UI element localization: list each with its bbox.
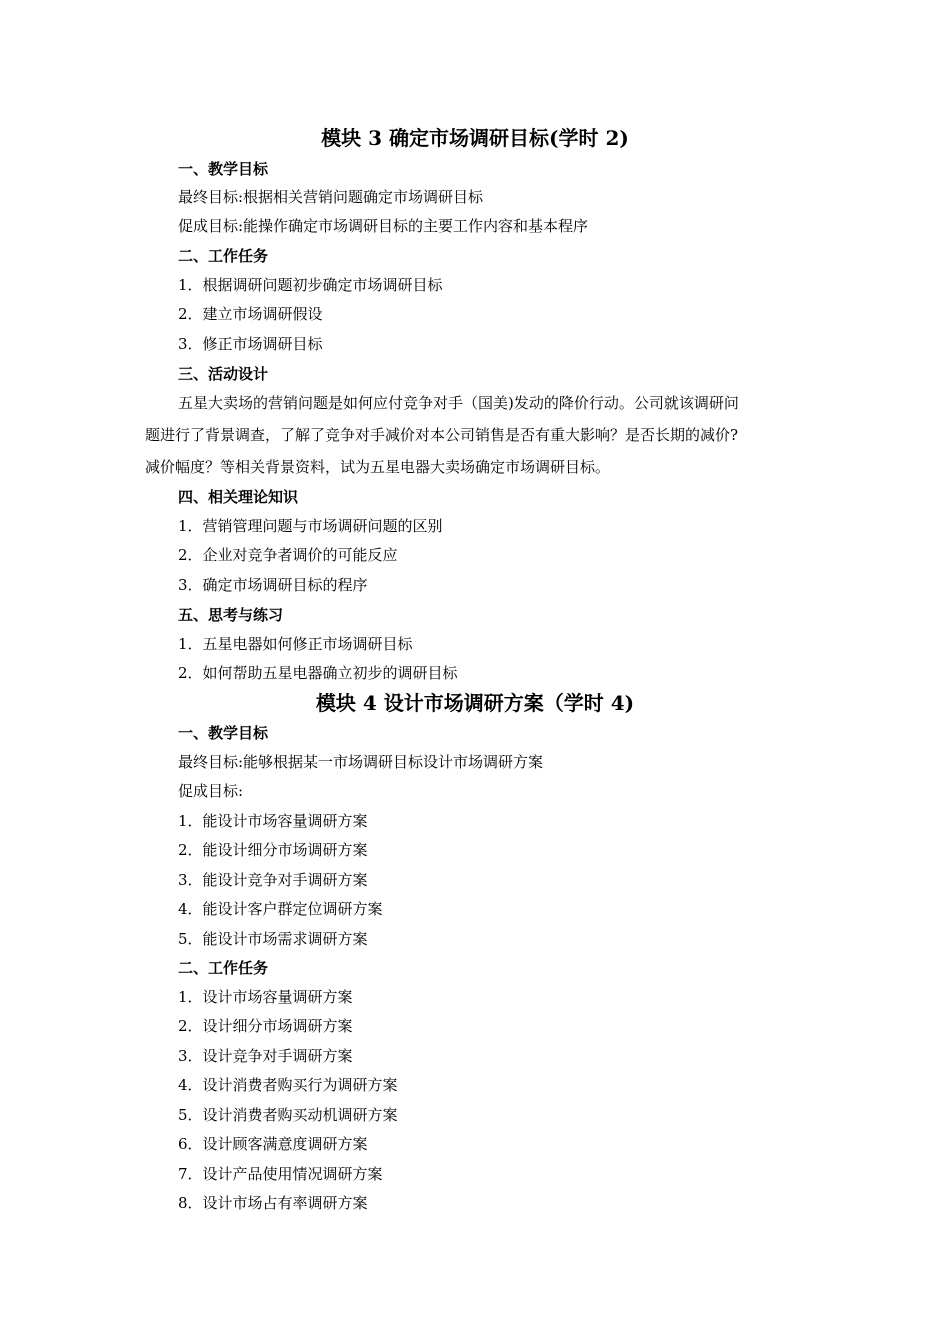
module3-exercise-2: 2．如何帮助五星电器确立初步的调研目标 [178,664,458,682]
module4-task-6: 6．设计顾客满意度调研方案 [178,1135,368,1153]
module4-enabling-goal-label: 促成目标: [178,782,244,800]
module4-task-4: 4．设计消费者购买行为调研方案 [178,1076,398,1094]
module3-section-exercises: 五、思考与练习 [178,606,284,624]
module3-activity-line-2: 题进行了背景调查，了解了竞争对手减价对本公司销售是否有重大影响？是否长期的减价? [145,426,739,444]
module3-activity-line-1: 五星大卖场的营销问题是如何应付竞争对手（国美)发动的降价行动。公司就该调研问 [178,394,739,412]
module4-task-5: 5．设计消费者购买动机调研方案 [178,1106,398,1124]
module3-task-3: 3．修正市场调研目标 [178,335,323,353]
module3-activity-line-3: 减价幅度？等相关背景资料，试为五星电器大卖场确定市场调研目标。 [145,458,611,476]
module3-exercise-1: 1．五星电器如何修正市场调研目标 [178,635,413,653]
module4-enabling-goal-2: 2．能设计细分市场调研方案 [178,841,368,859]
module4-title: 模块 4 设计市场调研方案（学时 4) [315,691,635,715]
module4-task-3: 3．设计竞争对手调研方案 [178,1047,353,1065]
module4-task-1: 1．设计市场容量调研方案 [178,988,353,1006]
module3-section-work-tasks: 二、工作任务 [178,247,269,265]
module4-section-teaching-goals: 一、教学目标 [178,724,269,742]
module3-section-activity-design: 三、活动设计 [178,365,269,383]
module3-title: 模块 3 确定市场调研目标(学时 2) [321,126,629,150]
module4-task-8: 8．设计市场占有率调研方案 [178,1194,368,1212]
module4-task-7: 7．设计产品使用情况调研方案 [178,1165,383,1183]
module3-theory-2: 2．企业对竞争者调价的可能反应 [178,546,398,564]
module3-task-1: 1．根据调研问题初步确定市场调研目标 [178,276,443,294]
module3-section-theory: 四、相关理论知识 [178,488,299,506]
module4-enabling-goal-4: 4．能设计客户群定位调研方案 [178,900,383,918]
module4-enabling-goal-5: 5．能设计市场需求调研方案 [178,930,368,948]
module4-task-2: 2．设计细分市场调研方案 [178,1017,353,1035]
module3-task-2: 2．建立市场调研假设 [178,305,323,323]
module4-enabling-goal-1: 1．能设计市场容量调研方案 [178,812,368,830]
module4-enabling-goal-3: 3．能设计竞争对手调研方案 [178,871,368,889]
module3-final-goal: 最终目标:根据相关营销问题确定市场调研目标 [178,188,484,206]
module3-enabling-goal: 促成目标:能操作确定市场调研目标的主要工作内容和基本程序 [178,217,589,235]
module4-section-work-tasks: 二、工作任务 [178,959,269,977]
module4-final-goal: 最终目标:能够根据某一市场调研目标设计市场调研方案 [178,753,544,771]
module3-theory-1: 1．营销管理问题与市场调研问题的区别 [178,517,443,535]
module3-section-teaching-goals: 一、教学目标 [178,160,269,178]
module3-theory-3: 3．确定市场调研目标的程序 [178,576,368,594]
